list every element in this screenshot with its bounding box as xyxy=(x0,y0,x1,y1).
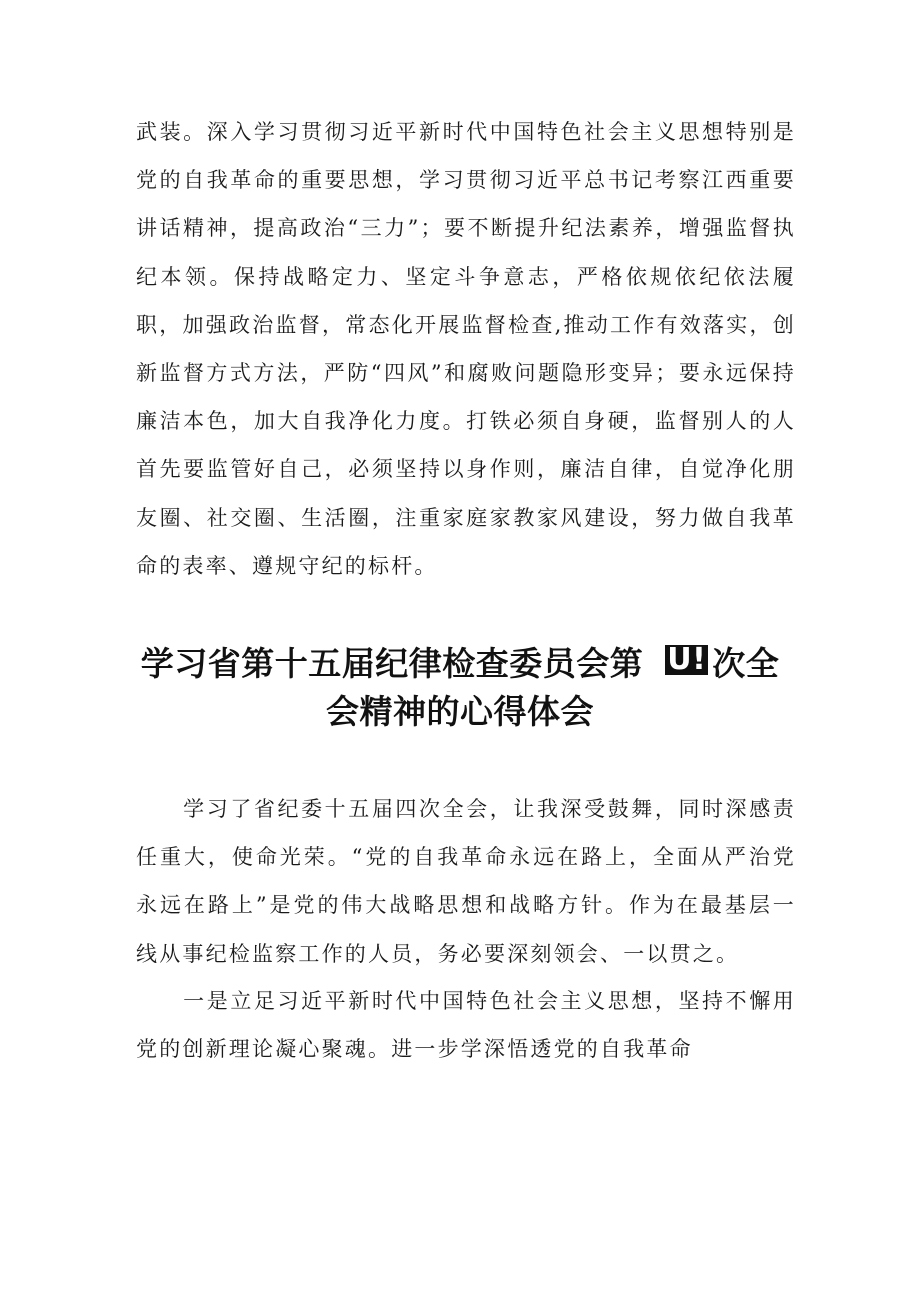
title-line-1 xyxy=(100,640,820,688)
paragraph-body-2: 一是立足习近平新时代中国特色社会主义思想，坚持不懈用党的创新理论凝心聚魂。进一步学深悟透党的自我革命 xyxy=(136,989,796,1062)
title-line-2: 会精神的心得体会 xyxy=(326,692,594,731)
paragraph-body-1: 学习了省纪委十五届四次全会，让我深受鼓舞，同时深感责任重大，使命光荣。“党的自我革命永远在路上，全面从严治党永远在路上”是党的伟大战略思想和战略方针。作为在最基层一线从事纪检监察工作的人员，务必要深刻领会、一以贯之。 xyxy=(136,797,796,966)
garbled-glyph-mark: U! xyxy=(667,642,707,677)
title-line-1-tail: 次全 xyxy=(712,644,780,683)
title-line-1-text: 学习省第十五届纪律检查委员会第 xyxy=(140,644,644,683)
paragraph-intro: 武装。深入学习贯彻习近平新时代中国特色社会主义思想特别是党的自我革命的重要思想，学习贯彻习近平总书记考察江西重要讲话精神，提高政治“三力”；要不断提升纪法素养，增强监督执纪本领。保持战略定力、坚定斗争意志，严格依规依纪依法履职，加强政治监督，常态化开展监督检查,推动工作有效落实，创新监督方式方法，严防“四风”和腐败问题隐形变异；要永远保持廉洁本色，加大自我净化力度。打铁必须自身硬，监督别人的人首先要监管好自己，必须坚持以身作则，廉洁自律，自觉净化朋友圈、社交圈、生活圈，注重家庭家教家风建设，努力做自我革命的表率、遵规守纪的标杆。 xyxy=(136,120,796,578)
article-title xyxy=(100,640,820,736)
